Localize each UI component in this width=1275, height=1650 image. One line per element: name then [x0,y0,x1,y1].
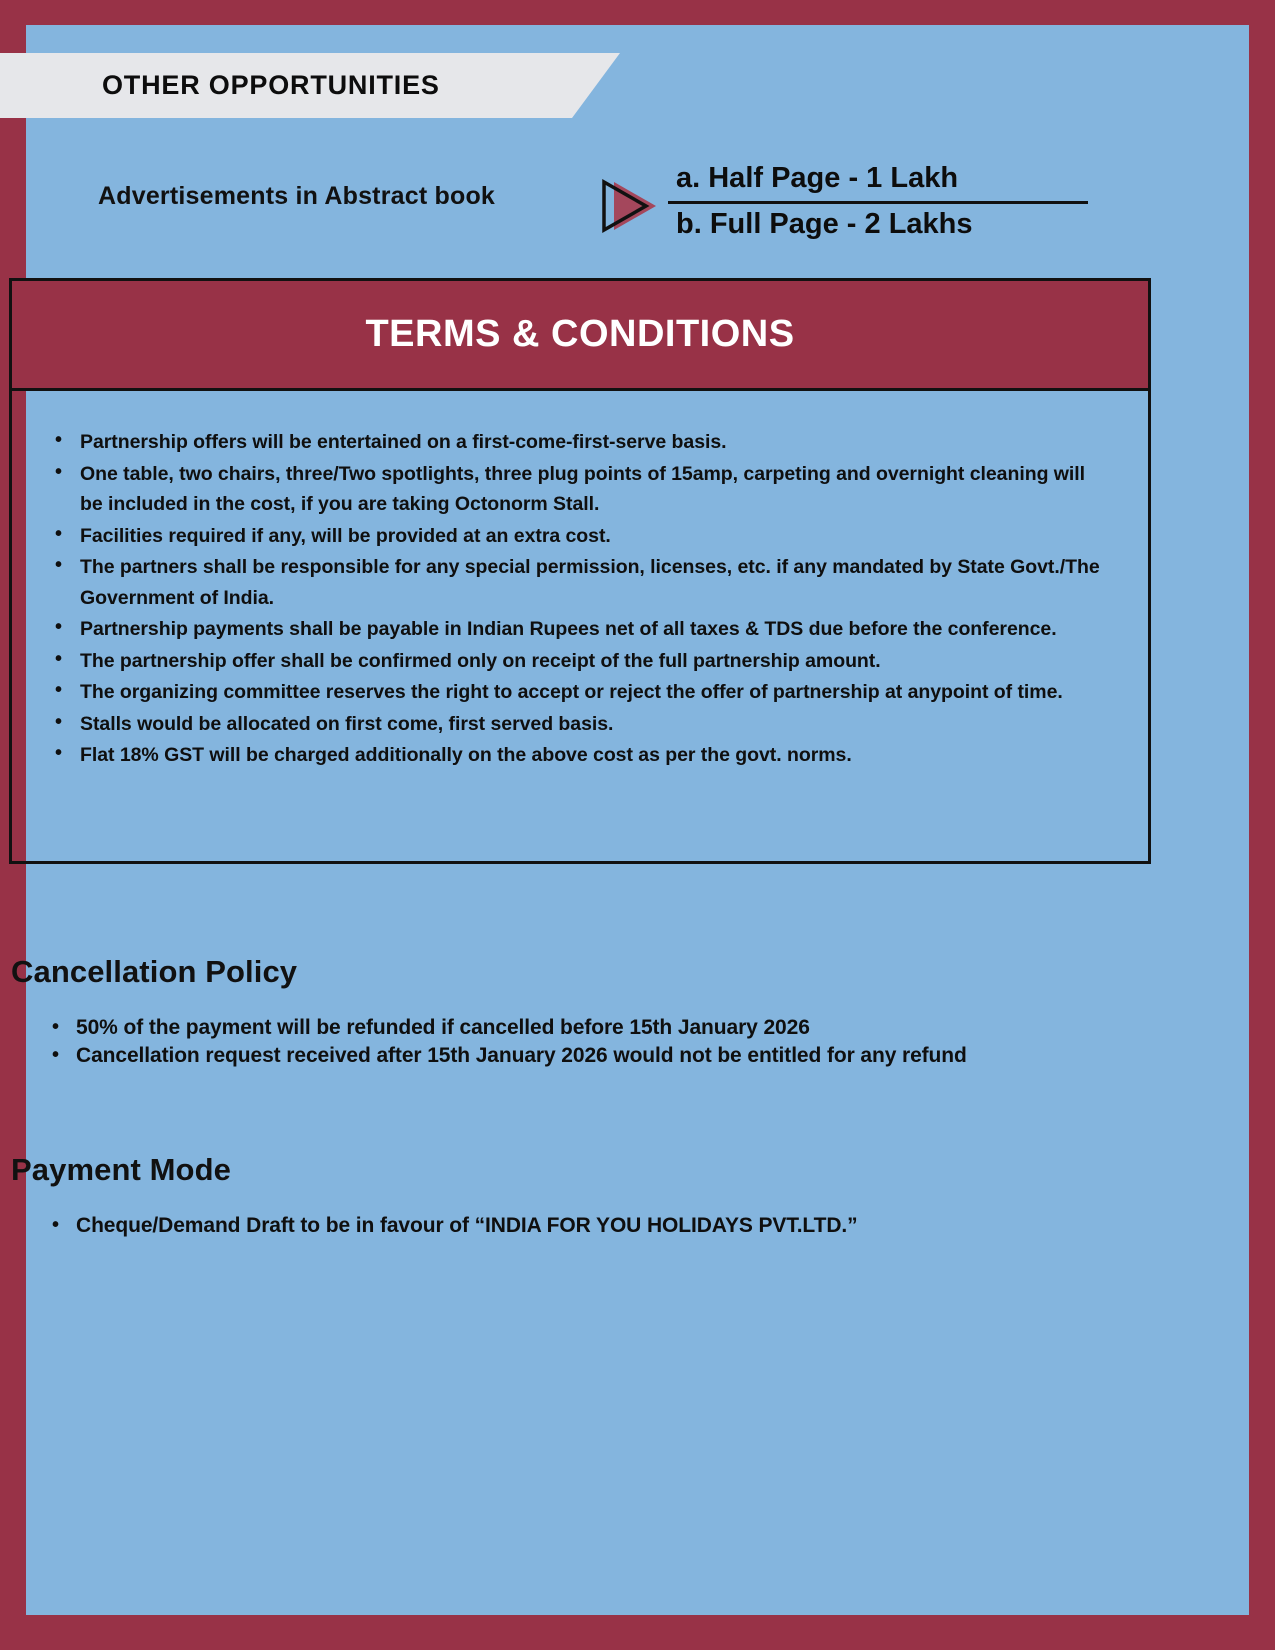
payment-mode-list [30,1212,1206,1240]
advertisement-option-half-page: a. Half Page - 1 Lakh [668,158,1088,204]
list-item: • One table, two chairs, three/Two spotlights, three plug points of 15amp, carpeting and overnight cleaning will be included in the cost, if you are taking Octonorm Stall. [80,459,1106,520]
list-item: • The partnership offer shall be confirmed only on receipt of the full partnership amount. [80,646,1106,677]
advertisements-label: Advertisements in Abstract book [98,182,496,210]
terms-body [12,391,1148,861]
list-item: • Cheque/Demand Draft to be in favour of “INDIA FOR YOU HOLIDAYS PVT.LTD.” [76,1212,1206,1240]
advertisements-row [0,150,1223,260]
terms-title: TERMS & CONDITIONS [365,313,795,355]
list-item: • The partners shall be responsible for any special permission, licenses, etc. if any mandated by State Govt./The Government of India. [80,552,1106,613]
list-item: • Facilities required if any, will be provided at an extra cost. [80,521,1106,552]
terms-header-bar [12,281,1148,391]
cancellation-policy-list [30,1014,1206,1070]
terms-and-conditions-box [9,278,1151,864]
list-item: • 50% of the payment will be refunded if cancelled before 15th January 2026 [76,1014,1206,1042]
list-item: • Partnership offers will be entertained on a first-come-first-serve basis. [80,427,1106,458]
list-item: • Cancellation request received after 15th January 2026 would not be entitled for any refund [76,1042,1206,1070]
triangle-right-icon [596,176,666,236]
section-header-banner [0,53,620,118]
advertisement-options [668,158,1088,245]
list-item: • Partnership payments shall be payable in Indian Rupees net of all taxes & TDS due before the conference. [80,614,1106,645]
page-title: OTHER OPPORTUNITIES [102,70,440,100]
list-item: • The organizing committee reserves the right to accept or reject the offer of partnership at anypoint of time. [80,677,1106,708]
advertisement-option-full-page: b. Full Page - 2 Lakhs [676,208,973,240]
list-item: • Flat 18% GST will be charged additionally on the above cost as per the govt. norms. [80,740,1106,771]
list-item: • Stalls would be allocated on first come, first served basis. [80,709,1106,740]
cancellation-policy-title: Cancellation Policy [11,954,298,989]
terms-list [34,427,1126,771]
payment-mode-title: Payment Mode [11,1152,231,1187]
